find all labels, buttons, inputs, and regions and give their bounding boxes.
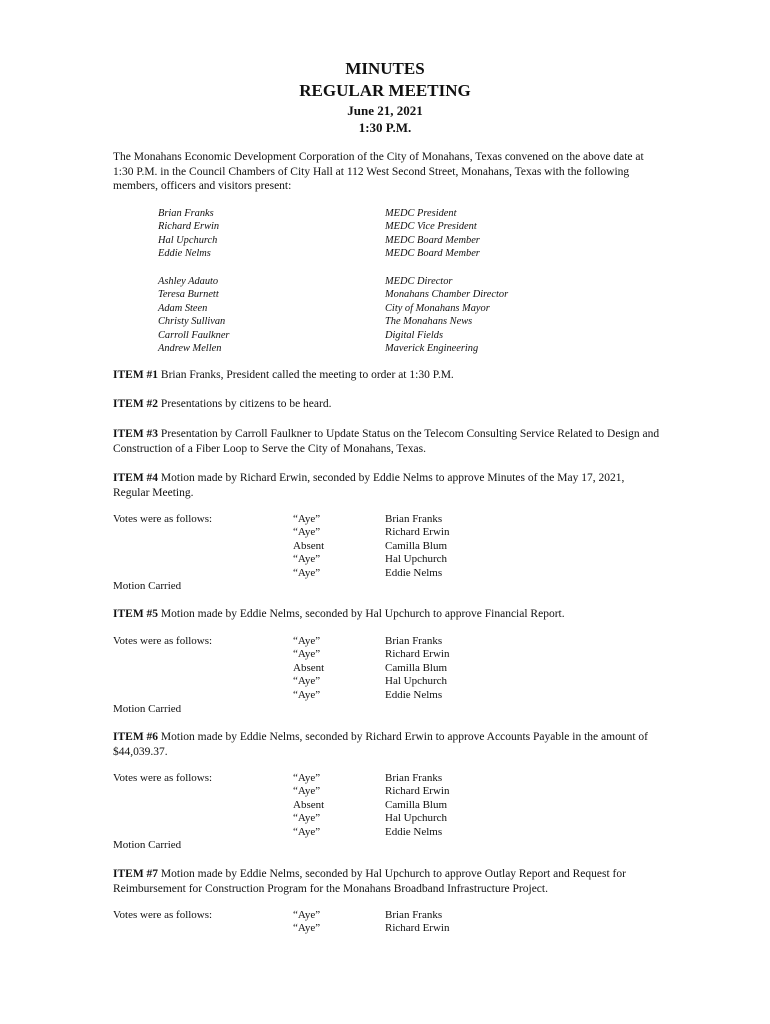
voter-name: Brian Franks	[385, 772, 443, 784]
vote-value: “Aye”	[293, 553, 321, 566]
voter-name: Camilla Blum	[385, 798, 448, 811]
visitor-title: Maverick Engineering	[385, 343, 479, 355]
visitor-name: Ashley Adauto	[158, 276, 219, 287]
visitor-title: MEDC Director	[385, 276, 453, 287]
vote-value: “Aye”	[293, 566, 321, 579]
voter-name: Camilla Blum	[385, 539, 448, 552]
vote-values	[293, 909, 320, 936]
voter-name: Richard Erwin	[385, 648, 450, 661]
motion-carried: Motion Carried	[113, 839, 182, 851]
vote-values	[293, 635, 324, 702]
voter-name: Hal Upchurch	[385, 812, 448, 825]
vote-value: “Aye”	[293, 648, 321, 661]
vote-names	[385, 513, 449, 580]
voter-name: Brian Franks	[385, 909, 443, 921]
vote-names	[385, 772, 449, 839]
visitor-title: The Monahans News	[385, 316, 473, 328]
doc-title: MINUTES	[345, 59, 425, 78]
item-text: Presentation by Carroll Faulkner to Update Status on the Telecom Consulting Service Related to Design and Construction of a Fiber Loop to Serve the City of Monahans, Texas.	[113, 428, 660, 455]
voter-name: Eddie Nelms	[385, 688, 443, 701]
item-label: ITEM #2	[113, 398, 159, 410]
agenda-item-1	[113, 368, 661, 383]
item-label: ITEM #5	[113, 608, 159, 620]
vote-value: “Aye”	[293, 909, 321, 921]
agenda-item-6	[113, 730, 661, 759]
visitor-name: Carroll Faulkner	[158, 329, 230, 341]
agenda-item-7	[113, 867, 661, 896]
votes-label: Votes were as follows:	[113, 772, 213, 784]
visitor-name: Teresa Burnett	[158, 289, 219, 301]
voter-name: Eddie Nelms	[385, 825, 443, 838]
vote-value: “Aye”	[293, 675, 321, 688]
member-name: Eddie Nelms	[158, 248, 211, 260]
item-text: Motion made by Richard Erwin, seconded by Eddie Nelms to approve Minutes of the May 17, 2021, Regular Meeting.	[113, 472, 625, 499]
intro-paragraph: The Monahans Economic Development Corporation of the City of Monahans, Texas convened on the above date at 1:30 P.M. in the Council Chambers of City Hall at 112 West Second Street, Monahans, Texas with the following members, officers and visitors present:	[113, 151, 644, 193]
voter-name: Hal Upchurch	[385, 675, 448, 688]
item-text: Motion made by Eddie Nelms, seconded by Hal Upchurch to approve Financial Report.	[158, 608, 565, 620]
member-name: Hal Upchurch	[158, 234, 218, 246]
voter-name: Richard Erwin	[385, 785, 450, 798]
doc-subtitle: REGULAR MEETING	[299, 81, 471, 100]
voter-name: Camilla Blum	[385, 661, 448, 674]
vote-names	[385, 635, 449, 702]
member-title: MEDC President	[385, 208, 457, 219]
agenda-item-4	[113, 471, 661, 500]
vote-value: “Aye”	[293, 688, 321, 701]
vote-value: “Aye”	[293, 922, 321, 935]
vote-value: “Aye”	[293, 825, 321, 838]
vote-value: “Aye”	[293, 513, 321, 525]
visitors-titles	[385, 275, 508, 355]
vote-value: Absent	[293, 539, 325, 552]
vote-value: Absent	[293, 798, 325, 811]
members-titles	[385, 207, 480, 261]
visitors-names	[158, 275, 229, 355]
item-label: ITEM #1	[113, 369, 159, 381]
vote-values	[293, 772, 324, 839]
item-label: ITEM #4	[113, 472, 159, 484]
voter-name: Hal Upchurch	[385, 553, 448, 566]
visitor-name: Adam Steen	[158, 302, 208, 314]
voter-name: Brian Franks	[385, 635, 443, 647]
votes-label: Votes were as follows:	[113, 635, 213, 647]
agenda-item-5	[113, 607, 661, 622]
member-name: Brian Franks	[158, 208, 214, 219]
agenda-item-3	[113, 427, 661, 456]
meeting-date: June 21, 2021	[347, 103, 423, 118]
member-name: Richard Erwin	[158, 221, 220, 233]
vote-names	[385, 909, 449, 936]
vote-value: “Aye”	[293, 635, 321, 647]
item-text: Motion made by Eddie Nelms, seconded by Richard Erwin to approve Accounts Payable in the amount of $44,039.37.	[113, 731, 648, 758]
voter-name: Eddie Nelms	[385, 566, 443, 579]
voter-name: Richard Erwin	[385, 922, 450, 935]
visitor-title: Monahans Chamber Director	[385, 289, 509, 301]
item-label: ITEM #7	[113, 868, 159, 880]
agenda-item-2	[113, 397, 661, 412]
votes-label: Votes were as follows:	[113, 513, 213, 525]
motion-carried: Motion Carried	[113, 580, 182, 592]
visitor-name: Andrew Mellen	[158, 343, 222, 355]
item-label: ITEM #6	[113, 731, 159, 743]
item-text: Brian Franks, President called the meeting to order at 1:30 P.M.	[158, 369, 454, 381]
vote-value: Absent	[293, 661, 325, 674]
visitor-title: Digital Fields	[385, 329, 444, 341]
motion-carried: Motion Carried	[113, 703, 182, 715]
vote-values	[293, 513, 324, 580]
vote-value: “Aye”	[293, 812, 321, 825]
member-title: MEDC Board Member	[385, 248, 480, 260]
visitor-title: City of Monahans Mayor	[385, 302, 490, 314]
vote-value: “Aye”	[293, 526, 321, 539]
item-text: Motion made by Eddie Nelms, seconded by Hal Upchurch to approve Outlay Report and Request for Reimbursement for Construction Program for the Monahans Broadband Infrastructure Project.	[113, 868, 626, 895]
item-label: ITEM #3	[113, 428, 159, 440]
voter-name: Richard Erwin	[385, 526, 450, 539]
item-text: Presentations by citizens to be heard.	[158, 398, 332, 410]
voter-name: Brian Franks	[385, 513, 443, 525]
members-names	[158, 207, 219, 261]
visitor-name: Christy Sullivan	[158, 316, 226, 328]
member-title: MEDC Vice President	[385, 221, 477, 233]
member-title: MEDC Board Member	[385, 234, 480, 246]
meeting-time: 1:30 P.M.	[358, 120, 412, 135]
votes-label: Votes were as follows:	[113, 909, 213, 921]
vote-value: “Aye”	[293, 785, 321, 798]
vote-value: “Aye”	[293, 772, 321, 784]
